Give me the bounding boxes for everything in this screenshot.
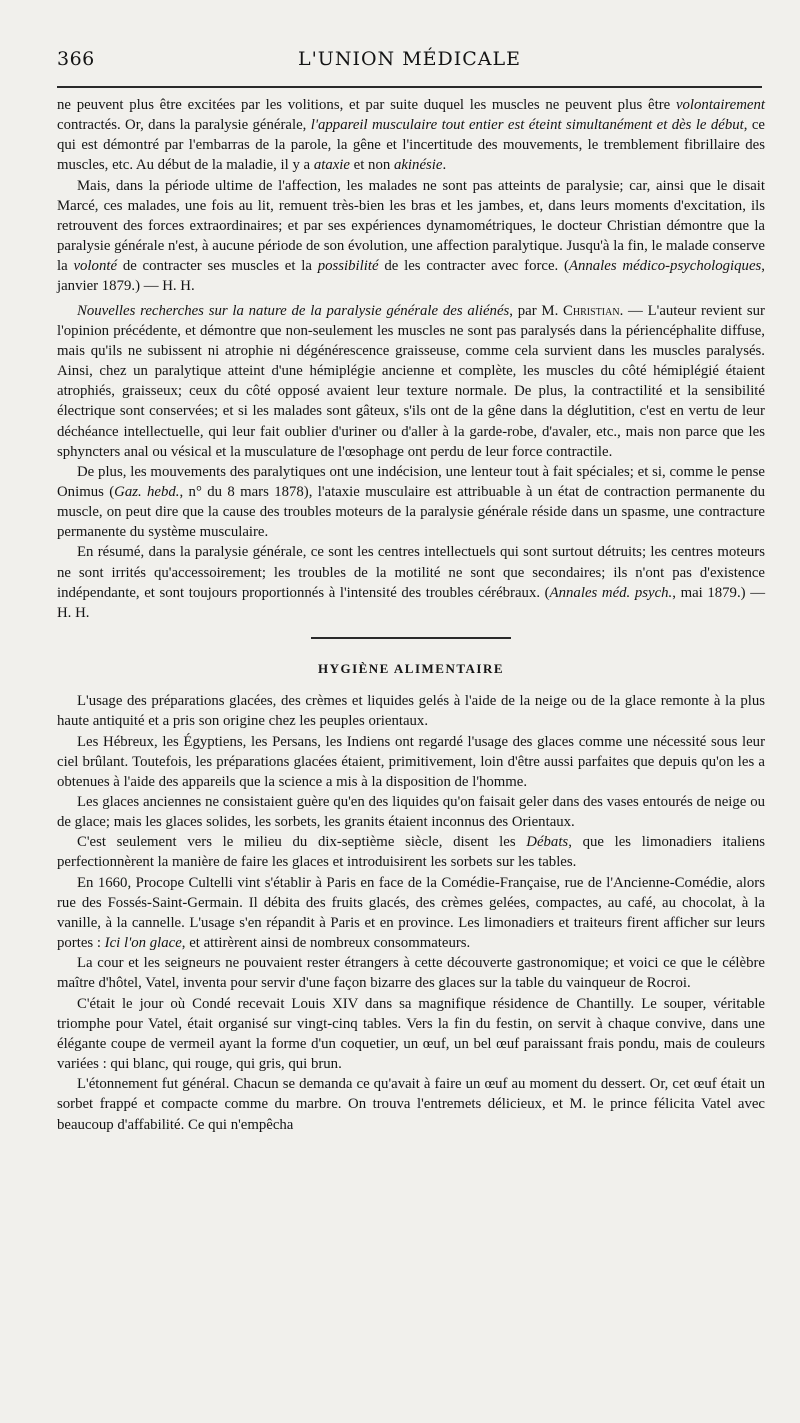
paragraph: C'était le jour où Condé recevait Louis XIV dans sa magnifique résidence de Chantilly. Le souper, véritable triomphe pour Vatel, était organisé sur vingt-cinq tables. Vers la fin du festin, on servit à chaque convive, dans une élégante coupe de vermeil ayant la forme d'un coquetier, un œuf, un bel œuf paraissant frais pondu, mais de couleurs variées : qui blanc, qui rouge, qui gris, qui brun. bbox=[57, 995, 765, 1073]
paragraph: L'étonnement fut général. Chacun se demanda ce qu'avait à faire un œuf au moment du dessert. Or, cet œuf était un sorbet frappé et compacte comme du marbre. On trouva l'entremets délicieux, et M. le prince félicita Vatel avec beaucoup d'affabilité. Ce qui n'empêcha bbox=[57, 1076, 765, 1133]
italic-run: l'appareil musculaire tout entier est éteint simultanément et dès le début bbox=[310, 117, 744, 134]
paragraph: Les Hébreux, les Égyptiens, les Persans, les Indiens ont regardé l'usage des glaces comme une nécessité sous leur ciel brûlant. Toutefois, les préparations glacées étaient, primitivement, loin d'être aussi parfaites que depuis qu'on les a obtenues à l'aide des appareils que la science a mis à la disposition de l'homme. bbox=[57, 733, 765, 790]
running-head: L'UNION MÉDICALE bbox=[297, 48, 522, 70]
text-run: , que les limonadiers italiens perfectionnèrent la manière de faire les glaces et introduisirent les sorbets sur les tables. bbox=[57, 834, 765, 871]
italic-run: akinésie bbox=[393, 157, 443, 174]
text-run: de les contracter avec force. ( bbox=[378, 258, 569, 275]
article-heading-paragraph bbox=[57, 301, 765, 462]
text-run: , mai 1879.) — H. H. bbox=[57, 584, 765, 621]
text-run: En résumé, dans la paralysie générale, ce sont les centres intellectuels qui sont surtout détruits; les centres moteurs ne sont irrités qu'accessoirement; les troubles de la motilité ne sont que secondaires; ils n'ont pas d'existence indépendante, et sont toujours proportionnés à l'intensité des troubles cérébraux. ( bbox=[57, 544, 765, 601]
text-run: de contracter ses muscles et la bbox=[117, 258, 318, 275]
section-divider bbox=[311, 637, 511, 639]
paragraph-continued bbox=[57, 95, 765, 176]
article-title: Nouvelles recherches sur la nature de la paralysie générale des aliénés bbox=[77, 302, 510, 319]
italic-run: volontairement bbox=[675, 97, 765, 113]
italic-run: Débats bbox=[526, 834, 569, 851]
paragraph bbox=[57, 873, 765, 954]
paragraph bbox=[57, 832, 765, 872]
paragraph: La cour et les seigneurs ne pouvaient rester étrangers à cette découverte gastronomique; et voici ce que le célèbre maître d'hôtel, Vatel, inventa pour servir d'une façon bizarre des glaces sur la table du vainqueur de Rocroi. bbox=[57, 955, 765, 992]
paragraph bbox=[57, 462, 765, 543]
text-run: , par M. bbox=[509, 302, 564, 319]
text-run: En 1660, Procope Cultelli vint s'établir à Paris en face de la Comédie-Française, rue de l'Ancienne-Comédie, alors rue des Fossés-Saint-Germain. Il débita des fruits glacés, des crèmes gelées, compactes, au café, au chocolat, à la vanille, à la cannelle. L'usage s'en répandit à Paris et en province. Les limonadiers et traiteurs firent afficher sur leurs portes : bbox=[57, 874, 765, 952]
page-body bbox=[57, 95, 765, 1135]
text-run: — L'auteur revient sur l'opinion précédente, et démontre que non-seulement les muscles ne sont pas paralysés dans la périencéphalite diffuse, mais qu'ils ne subissent ni atrophie ni dégénérescence graisseuse, comme cela survient dans les muscles paralysés. Ainsi, chez un paralytique atteint d'une hémiplégie ancienne et complète, les muscles du côté hémiplégié étaient atrophiés, graisseux; ceux du côté opposé avaient leur texture normale. De plus, la contractilité et la sensibilité électrique sont conservées; et si les malades sont gâteux, s'ils ont de la gêne dans la déglutition, c'est en vertu de leur déchéance intellectuelle, qui leur fait oublier d'uriner ou d'aller à la garde-robe, d'avaler, etc., mais non parce que les sphyncters anal ou vésical et la musculature de l'œsophage ont perdu de leur force contractile. bbox=[57, 302, 765, 460]
text-run: contractés. Or, dans la paralysie générale, bbox=[57, 117, 311, 134]
text-run: . bbox=[442, 157, 447, 174]
text-run: C'est seulement vers le milieu du dix-septième siècle, disent les bbox=[77, 834, 527, 851]
article-author: Christian bbox=[563, 302, 620, 319]
text-run: et non bbox=[349, 157, 394, 174]
page-header bbox=[57, 48, 762, 82]
italic-run: volonté bbox=[73, 258, 118, 275]
paragraph bbox=[57, 542, 765, 623]
paragraph bbox=[57, 176, 765, 297]
italic-run: possibilité bbox=[317, 258, 379, 275]
paragraph: L'usage des préparations glacées, des crèmes et liquides gelés à l'aide de la neige ou de la glace remonte à la plus haute antiquité et a pris son origine chez les peuples orientaux. bbox=[57, 693, 765, 730]
text-run: De plus, les mouvements des paralytiques ont une indécision, une lenteur tout à fait spéciales; et si, comme le pense Onimus ( bbox=[57, 463, 765, 500]
italic-run: Gaz. hebd. bbox=[114, 483, 180, 500]
text-run: , ce qui est démontré par l'embarras de la parole, la gêne et l'incertitude des mouvements, le tremblement fibrillaire des muscles, etc. Au début de la maladie, il y a bbox=[57, 117, 765, 174]
section-title: HYGIÈNE ALIMENTAIRE bbox=[317, 661, 505, 677]
text-run: . bbox=[619, 302, 624, 319]
text-run: ne peuvent plus être excitées par les volitions, et par suite duquel les muscles ne peuvent plus être bbox=[57, 97, 676, 113]
paragraph: Les glaces anciennes ne consistaient guère qu'en des liquides qu'on faisait geler dans des vases entourés de neige ou de glace; mais les glaces solides, les sorbets, les granits étaient inconnus des Orientaux. bbox=[57, 794, 765, 831]
text-run: , n° du 8 mars 1878), l'ataxie musculaire est attribuable à un état de contraction permanente du muscle, on peut dire que la cause des troubles moteurs de la paralysie générale réside dans un spasme, une contracture permanente du système musculaire. bbox=[57, 483, 765, 541]
italic-run: Annales médico-psychologiques bbox=[568, 258, 762, 275]
text-run: Mais, dans la période ultime de l'affection, les malades ne sont pas atteints de paralysie; car, ainsi que le disait Marcé, ces malades, une fois au lit, remuent très-bien les bras et les jambes, et, dans leurs moments d'excitation, ils retrouvent des forces extraordinaires; et par ses expériences dynamométriques, le docteur Christian démontre que la paralysie générale n'est, à aucune période de son évolution, une affection paralytique. Jusqu'à la fin, le malade conserve la bbox=[57, 177, 765, 275]
text-run: , janvier 1879.) — H. H. bbox=[57, 258, 765, 295]
page-number: 366 bbox=[57, 48, 95, 70]
italic-run: ataxie bbox=[313, 157, 350, 174]
italic-run: Annales méd. psych. bbox=[549, 584, 673, 601]
text-run: , et attirèrent ainsi de nombreux consommateurs. bbox=[181, 935, 471, 952]
italic-run: Ici l'on glace bbox=[104, 935, 182, 952]
header-rule bbox=[57, 86, 762, 88]
